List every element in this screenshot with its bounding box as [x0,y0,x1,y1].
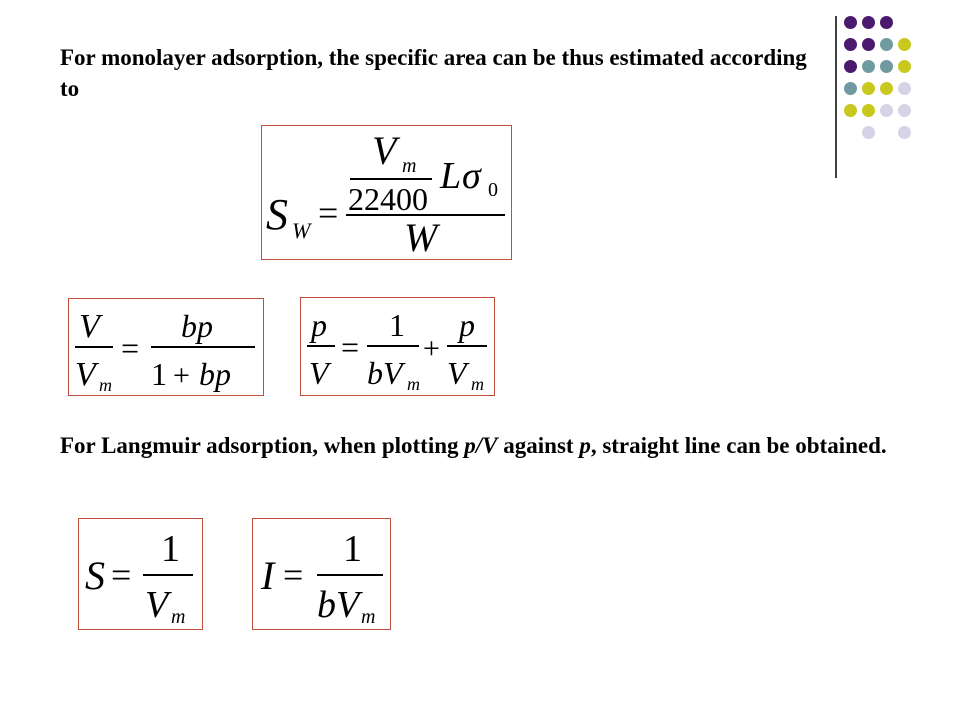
langmuir-note [60,430,890,461]
decorative-dot [844,104,857,117]
decorative-dot [898,104,911,117]
eq3-t2-den: V [447,355,467,391]
decorative-dot [862,82,875,95]
eq3-plus: + [423,332,440,365]
eq2-den-plus: + [173,359,190,392]
surface-area-equation [261,125,512,260]
eq2-den-bp: bp [199,356,231,392]
eq3-t2-num: p [459,307,475,343]
eq3-t1-den-sub: m [407,374,420,394]
linear-form-equation [300,297,495,396]
eq2-numerator: bp [181,308,213,344]
eq3-lhs-num: p [311,307,327,343]
eq5-den-sub: m [361,606,376,628]
eq1-equals: = [318,193,339,233]
eq2-den-one: 1 [151,356,167,392]
eq3-t1-num: 1 [389,307,405,343]
eq1-lhs: S [266,190,288,239]
decorative-dot [880,16,893,29]
decorative-dot [862,104,875,117]
eq5-equals: = [283,555,304,595]
decorative-dot [862,60,875,73]
eq2-lhs-den-sub: m [99,375,112,395]
eq3-equals: = [341,329,360,365]
decorative-dot [898,126,911,139]
note-part1: For Langmuir adsorption, when plotting [60,433,465,458]
note-var-p-over-v: p/V [464,433,498,458]
decorative-dot [898,60,911,73]
note-var-p: p [579,433,591,458]
eq2-equals: = [121,330,140,366]
decorative-dot [844,60,857,73]
decorative-dot [880,104,893,117]
note-part3: , straight line can be obtained. [590,433,887,458]
eq5-lhs: I [261,553,275,598]
eq5-denominator: bV [317,584,360,626]
eq2-lhs-den: V [75,356,96,393]
decorative-dot [862,16,875,29]
eq1-l: L [440,155,462,197]
decorative-dot-grid [822,10,952,180]
eq4-numerator: 1 [161,528,180,570]
decorative-dot [862,38,875,51]
decorative-dot [862,126,875,139]
eq1-sigma: σ [462,155,481,197]
decorative-dot [898,38,911,51]
eq4-lhs: S [85,553,105,598]
eq3-t1-den: bV [367,355,403,391]
decorative-dot [880,38,893,51]
eq4-equals: = [111,555,132,595]
eq3-t2-den-sub: m [471,374,484,394]
slope-equation [78,518,203,630]
decorative-dot [844,38,857,51]
eq1-v: V [372,128,397,173]
decorative-dot [844,16,857,29]
eq1-const: 22400 [348,181,428,217]
intro-paragraph: For monolayer adsorption, the specific area can be thus estimated according to [60,45,807,101]
eq4-denominator: V [145,584,169,626]
decorative-dot [880,60,893,73]
intercept-equation [252,518,391,630]
note-part2: against [497,433,580,458]
decorative-dot [898,82,911,95]
eq1-sigma-sub: 0 [488,179,498,201]
eq5-numerator: 1 [343,528,362,570]
decorative-divider-line [835,16,837,178]
eq4-den-sub: m [171,606,186,628]
decorative-dot [880,82,893,95]
eq1-v-sub: m [402,155,417,177]
eq1-denominator: W [404,215,438,259]
decorative-dot [844,82,857,95]
langmuir-equation [68,298,264,396]
eq2-lhs-num: V [79,308,100,345]
eq3-lhs-den: V [309,355,329,391]
eq1-lhs-sub: W [292,218,311,243]
